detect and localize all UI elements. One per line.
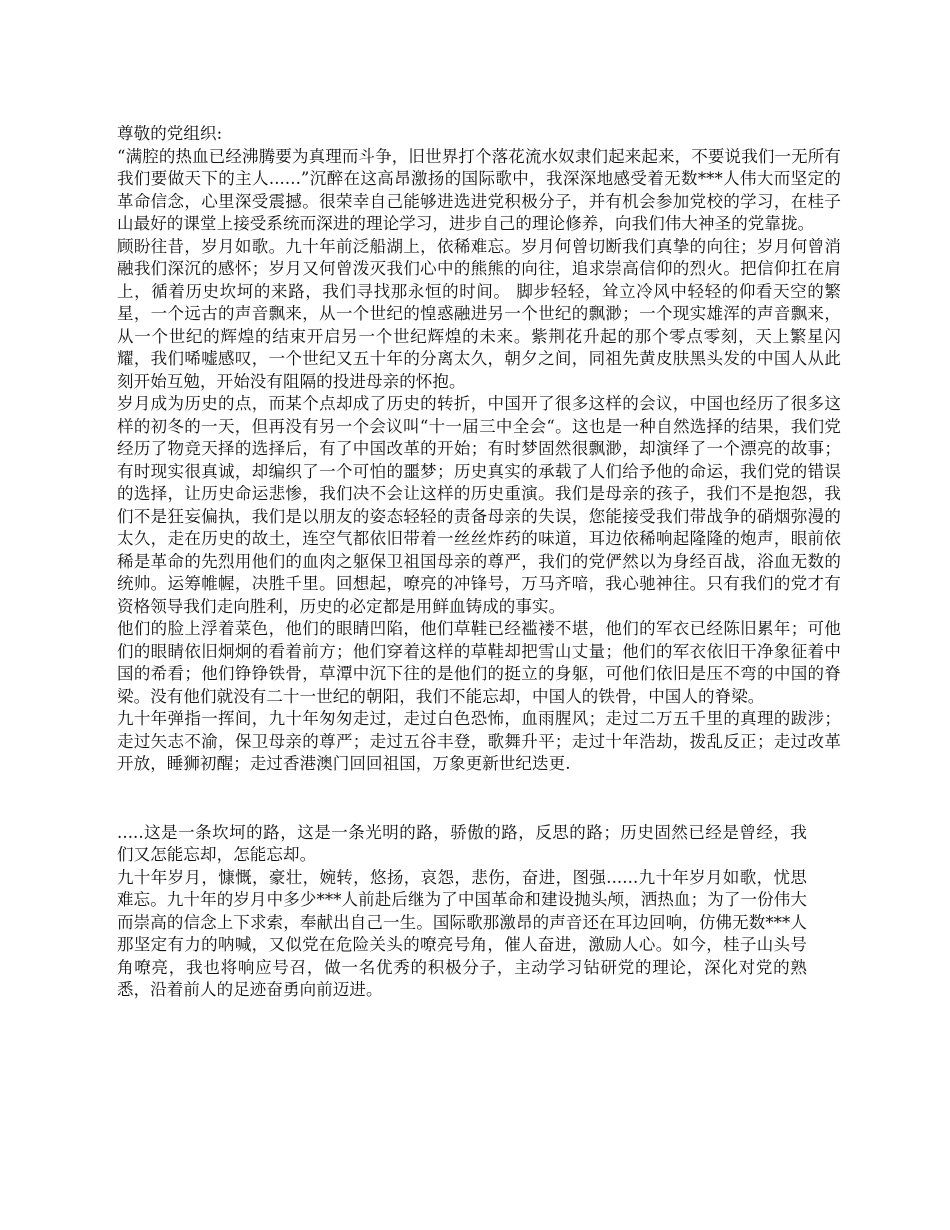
closing-paragraph-2: 九十年岁月，慷慨，豪壮，婉转，悠扬，哀怨，悲伤，奋进，图强......九十年岁月如歌，忧思难忘。九十年的岁月中多少***人前赴后继为了中国革命和建设抛头颅，洒热血；为了一份伟大而崇高的信念上下求索，奉献出自己一生。国际歌那激昂的声音还在耳边回响，仿佛无数***人那坚定有力的呐喊，又似党在危险关头的嘹亮号角，催人奋进，激励人心。如今，桂子山头号角嘹亮，我也将响应号召，做一名优秀的积极分子，主动学习钻研党的理论，深化对党的熟悉，沿着前人的足迹奋勇向前迈进。 xyxy=(117,867,807,999)
document-page xyxy=(117,123,841,1002)
paragraph-3: 岁月成为历史的点，而某个点却成了历史的转折，中国开了很多这样的会议，中国也经历了很多这样的初冬的一天，但再没有另一个会议叫“十一届三中全会“。这也是一种自然选择的结果，我们党经历了物竞天择的选择后，有了中国改革的开始；有时梦固然很飘渺，却演绎了一个漂亮的故事；有时现实很真诚，却编织了一个可怕的噩梦；历史真实的承载了人们给予他的命运，我们党的错误的选择，让历史命运悲惨，我们决不会让这样的历史重演。我们是母亲的孩子，我们不是抱怨，我们不是狂妄偏执，我们是以朋友的姿态轻轻的责备母亲的失误，您能接受我们带战争的硝烟弥漫的太久，走在历史的故土，连空气都依旧带着一丝丝炸药的味道，耳边依稀响起隆隆的炮声，眼前依稀是革命的先烈用他们的血肉之躯保卫祖国母亲的尊严，我们的党俨然以为身经百战，浴血无数的统帅。运筹帷幄，决胜千里。回想起，嘹亮的冲锋号，万马齐喑，我心驰神往。只有我们的党才有资格领导我们走向胜利，历史的必定都是用鲜血铸成的事实。 xyxy=(117,394,841,616)
paragraph-5: 九十年弹指一挥间，九十年匆匆走过，走过白色恐怖，血雨腥风；走过二万五千里的真理的跋涉；走过矢志不渝，保卫母亲的尊严；走过五谷丰登，歌舞升平；走过十年浩劫，拨乱反正；走过改革开放，睡狮初醒；走过香港澳门回回祖国，万象更新世纪迭更. xyxy=(117,709,841,773)
paragraph-4: 他们的脸上浮着菜色，他们的眼睛凹陷，他们草鞋已经褴褛不堪，他们的军衣已经陈旧累年；可他们的眼睛依旧炯炯的看着前方；他们穿着这样的草鞋却把雪山丈量；他们的军衣依旧干净象征着中国的希看；他们铮铮铁骨，草潭中沉下往的是他们的挺立的身躯，可他们依旧是压不弯的中国的脊梁。没有他们就没有二十一世纪的朝阳，我们不能忘却，中国人的铁骨，中国人的脊梁。 xyxy=(117,619,841,706)
paragraph-1: “满腔的热血已经沸腾要为真理而斗争，旧世界打个落花流水奴隶们起来起来，不要说我们一无所有我们要做天下的主人......”沉醉在这高昂激扬的国际歌中，我深深地感受着无数***人伟大而坚定的革命信念，心里深受震撼。很荣幸自己能够进选进党积极分子，并有机会参加党校的学习，在桂子山最好的课堂上接受系统而深进的理论学习，进步自己的理论修养，向我们伟大神圣的党靠拢。 xyxy=(117,146,841,233)
closing-paragraph-1: .....这是一条坎坷的路，这是一条光明的路，骄傲的路，反思的路；历史固然已经是曾经，我们又怎能忘却，怎能忘却。 xyxy=(117,822,807,864)
section-gap xyxy=(117,776,841,822)
salutation: 尊敬的党组织: xyxy=(117,124,223,143)
paragraph-2: 顾盼往昔，岁月如歌。九十年前泛船湖上，依稀难忘。岁月何曾切断我们真挚的向往；岁月何曾消融我们深沉的感怀；岁月又何曾泼灭我们心中的熊熊的向往，追求崇高信仰的烈火。把信仰扛在肩上，循着历史坎坷的来路，我们寻找那永恒的时间。 脚步轻轻，耸立冷风中轻轻的仰看天空的繁星，一个远古的声音飘来，从一个世纪的惶惑融进另一个世纪的飘渺；一个现实雄浑的声音飘来，从一个世纪的辉煌的结束开启另一个世纪辉煌的未来。紫荆花升起的那个零点零刻，天上繁星闪耀，我们唏嘘感叹，一个世纪又五十年的分离太久，朝夕之间，同祖先黄皮肤黑头发的中国人从此刻开始互勉，开始没有阻隔的投进母亲的怀抱。 xyxy=(117,236,841,391)
